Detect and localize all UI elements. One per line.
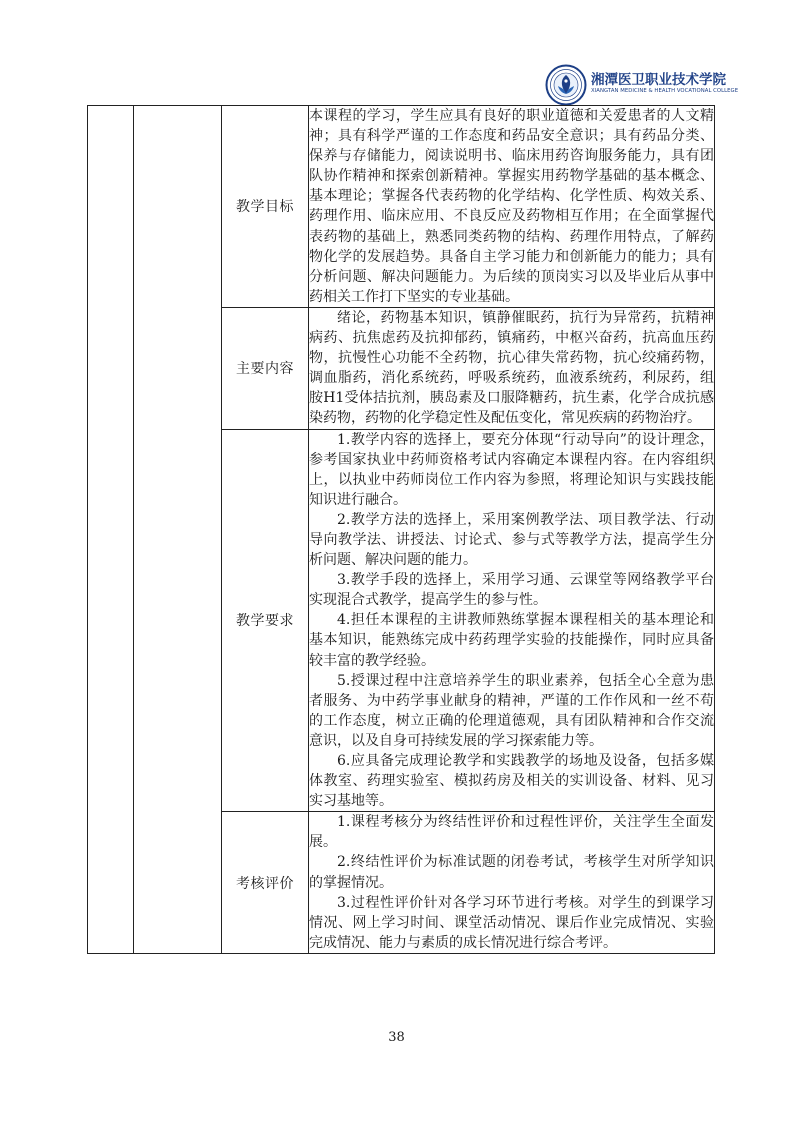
row-label: 主要内容 bbox=[222, 307, 309, 429]
content-paragraph: 3.教学手段的选择上，采用学习通、云课堂等网络教学平台实现混合式教学，提高学生的参与性。 bbox=[309, 572, 714, 609]
content-paragraph: 1.教学内容的选择上，要充分体现“行动导向”的设计理念，参考国家执业中药师资格考试内容确定本课程内容。在内容组织上，以执业中药师岗位工作内容为参照，将理论知识与实践技能知识进行融合。 bbox=[309, 431, 714, 508]
college-logo bbox=[545, 64, 740, 108]
content-paragraph: 2.教学方法的选择上，采用案例教学法、项目教学法、行动导向教学法、讲授法、讨论式、参与式等教学方法，提高学生分析问题、解决问题的能力。 bbox=[309, 511, 714, 569]
content-paragraph: 4.担任本课程的主讲教师熟练掌握本课程相关的基本理论和基本知识，能熟练完成中药药理学实验的技能操作，同时应具备较丰富的教学经验。 bbox=[309, 612, 714, 669]
row-label: 教学要求 bbox=[222, 429, 309, 812]
content-paragraph: 2.终结性评价为标准试题的闭卷考试，考核学生对所学知识的掌握情况。 bbox=[309, 854, 714, 891]
empty-cell bbox=[88, 106, 134, 954]
table-row-teaching-objectives bbox=[88, 106, 715, 308]
content-paragraph: 5.授课过程中注意培养学生的职业素养，包括全心全意为患者服务、为中药学事业献身的精神，严谨的工作作风和一丝不苟的工作态度，树立正确的伦理道德观，具有团队精神和合作交流意识，以及自身可持续发展的学习探索能力等。 bbox=[309, 672, 714, 749]
content-paragraph: 3.过程性评价针对各学习环节进行考核。对学生的到课学习情况、网上学习时间、课堂活动情况、课后作业完成情况、实验完成情况、能力与素质的成长情况进行综合考评。 bbox=[309, 894, 714, 951]
page-number: 38 bbox=[388, 1030, 405, 1045]
college-name-en: XIANGTAN MEDICINE & HEALTH VOCATIONAL COLLEGE bbox=[591, 88, 739, 94]
college-name: 湘潭医卫职业技术学院 bbox=[591, 72, 726, 88]
college-emblem-icon bbox=[545, 64, 587, 106]
row-content bbox=[309, 812, 715, 954]
empty-cell bbox=[134, 106, 222, 954]
row-content bbox=[309, 307, 715, 429]
content-paragraph: 1.课程考核分为终结性评价和过程性评价，关注学生全面发展。 bbox=[309, 814, 714, 851]
content-paragraph: 绪论，药物基本知识，镇静催眠药，抗行为异常药，抗精神病药、抗焦虑药及抗抑郁药，镇痛药，中枢兴奋药，抗高血压药物，抗慢性心功能不全药物，抗心律失常药物，抗心绞痛药物，调血脂药，消化系统药，呼吸系统药，血液系统药，利尿药，组胺H1受体拮抗剂，胰岛素及口服降糖药，抗生素，化学合成抗感染药物，药物的化学稳定性及配伍变化，常见疾病的药物治疗。 bbox=[309, 309, 714, 427]
content-paragraph: 本课程的学习，学生应具有良好的职业道德和关爱患者的人文精神；具有科学严谨的工作态度和药品安全意识；具有药品分类、保养与存储能力，阅读说明书、临床用药咨询服务能力，具有团队协作精神和探索创新精神。掌握实用药物学基础的基本概念、基本理论；掌握各代表药物的化学结构、化学性质、构效关系、药理作用、临床应用、不良反应及药物相互作用；在全面掌握代表药物的基础上，熟悉同类药物的结构、药理作用特点，了解药物化学的发展趋势。具备自主学习能力和创新能力的能力；具有分析问题、解决问题能力。为后续的顶岗实习以及毕业后从事中药相关工作打下坚实的专业基础。 bbox=[309, 108, 714, 305]
row-content bbox=[309, 429, 715, 812]
row-content bbox=[309, 106, 715, 308]
row-label: 考核评价 bbox=[222, 812, 309, 954]
row-label: 教学目标 bbox=[222, 106, 309, 308]
content-paragraph: 6.应具备完成理论教学和实践教学的场地及设备，包括多媒体教室、药理实验室、模拟药房及相关的实训设备、材料、见习实习基地等。 bbox=[309, 753, 714, 810]
course-info-table bbox=[87, 105, 715, 954]
